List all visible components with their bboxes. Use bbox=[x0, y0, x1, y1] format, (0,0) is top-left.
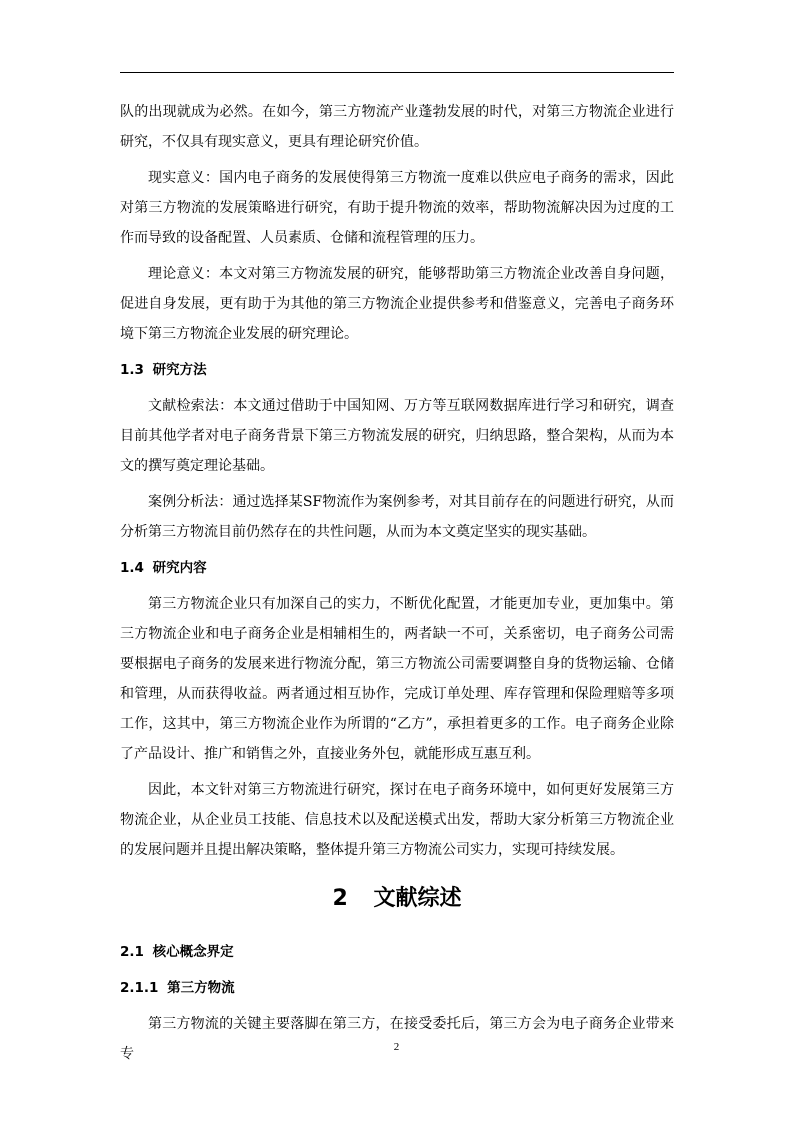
section-heading-1-3 bbox=[120, 355, 674, 385]
section-title: 核心概念界定 bbox=[152, 944, 234, 960]
body-paragraph: 案例分析法：通过选择某SF物流作为案例参考，对其目前存在的问题进行研究，从而分析第三方物流目前仍然存在的共性问题，从而为本文奠定坚实的现实基础。 bbox=[120, 494, 674, 540]
section-heading-2-1-1 bbox=[120, 973, 674, 1003]
section-heading-1-4 bbox=[120, 553, 674, 583]
body-paragraph: 因此，本文针对第三方物流进行研究，探讨在电子商务环境中，如何更好发展第三方物流企业，从企业员工技能、信息技术以及配送模式出发，帮助大家分析第三方物流企业的发展问题并且提出解决策略，整体提升第三方物流公司实力，实现可持续发展。 bbox=[120, 782, 674, 858]
section-title: 研究方法 bbox=[152, 362, 207, 378]
body-paragraph: 理论意义：本文对第三方物流发展的研究，能够帮助第三方物流企业改善自身问题，促进自身发展，更有助于为其他的第三方物流企业提供参考和借鉴意义，完善电子商务环境下第三方物流企业发展的研究理论。 bbox=[120, 266, 674, 342]
header-rule bbox=[120, 72, 674, 73]
chapter-title: 文献综述 bbox=[373, 886, 462, 911]
body-paragraph: 现实意义：国内电子商务的发展使得第三方物流一度难以供应电子商务的需求，因此对第三方物流的发展策略进行研究，有助于提升物流的效率，帮助物流解决因为过度的工作而导致的设备配置、人员素质、仓储和流程管理的压力。 bbox=[120, 170, 674, 246]
page-content bbox=[120, 97, 674, 1075]
section-number: 1.4 bbox=[120, 560, 144, 576]
section-number: 2.1.1 bbox=[120, 980, 159, 996]
page-number: 2 bbox=[393, 1041, 400, 1053]
section-title: 第三方物流 bbox=[167, 980, 235, 996]
body-paragraph: 第三方物流企业只有加深自己的实力，不断优化配置，才能更加专业，更加集中。第三方物流企业和电子商务企业是相辅相生的，两者缺一不可，关系密切，电子商务公司需要根据电子商务的发展来进行物流分配，第三方物流公司需要调整自身的货物运输、仓储和管理，从而获得收益。两者通过相互协作，完成订单处理、库存管理和保险理赔等多项工作，这其中，第三方物流企业作为所谓的“乙方”，承担着更多的工作。电子商务企业除了产品设计、推广和销售之外，直接业务外包，就能形成互惠互利。 bbox=[120, 596, 674, 762]
section-number: 2.1 bbox=[120, 944, 144, 960]
section-number: 1.3 bbox=[120, 362, 144, 378]
body-paragraph: 第三方物流的关键主要落脚在第三方，在接受委托后，第三方会为电子商务企业带来专 bbox=[120, 1016, 674, 1062]
section-title: 研究内容 bbox=[152, 560, 207, 576]
body-paragraph: 队的出现就成为必然。在如今，第三方物流产业蓬勃发展的时代，对第三方物流企业进行研究，不仅具有现实意义，更具有理论研究价值。 bbox=[120, 104, 674, 150]
body-paragraph: 文献检索法：本文通过借助于中国知网、万方等互联网数据库进行学习和研究，调查目前其他学者对电子商务背景下第三方物流发展的研究，归纳思路，整合架构，从而为本文的撰写奠定理论基础。 bbox=[120, 398, 674, 474]
chapter-number: 2 bbox=[332, 886, 348, 911]
section-heading-2-1 bbox=[120, 937, 674, 967]
chapter-heading-2 bbox=[120, 879, 674, 919]
